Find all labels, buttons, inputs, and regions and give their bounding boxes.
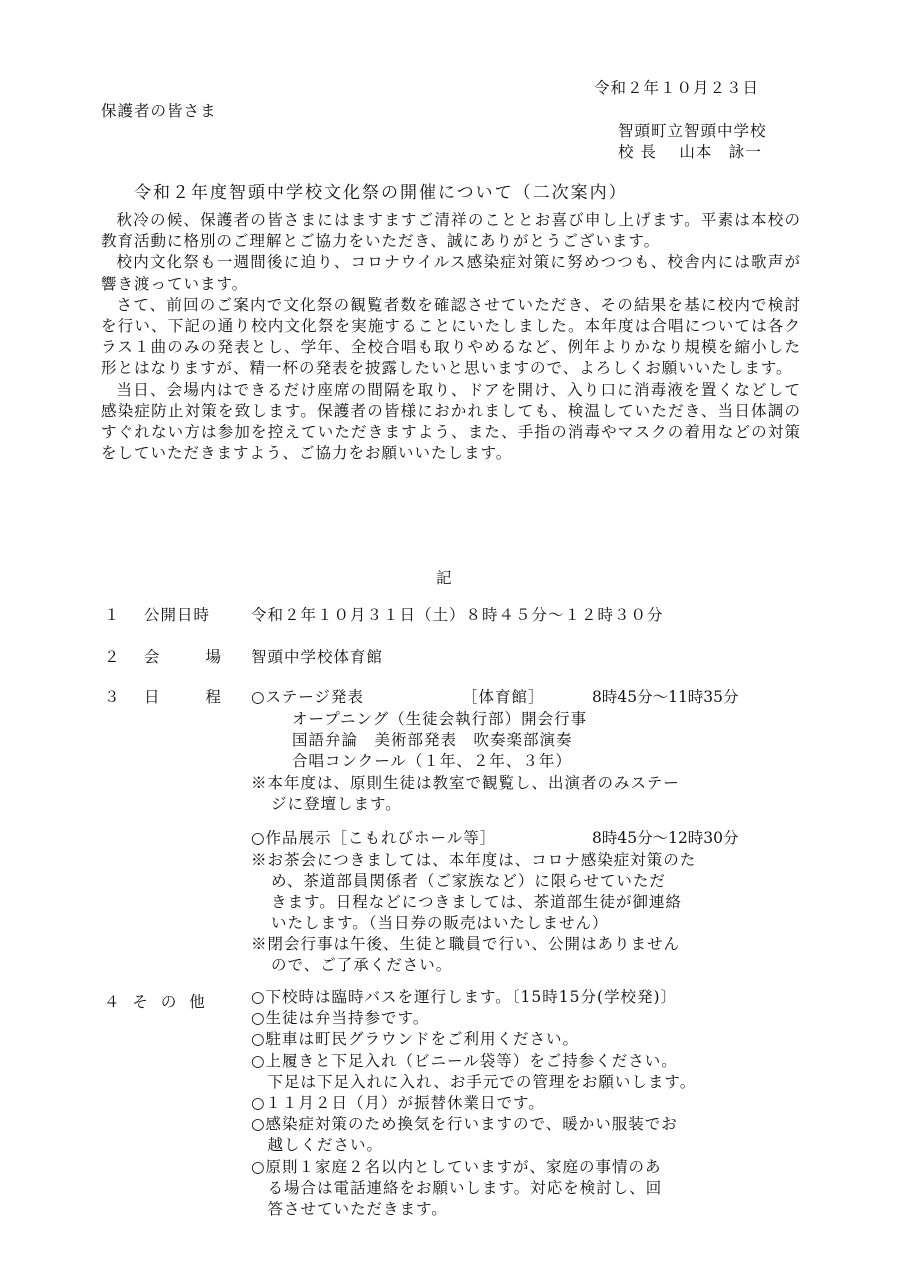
- stage-venue: ［体育館］: [462, 688, 545, 706]
- item-2-label: 会 場: [144, 648, 227, 666]
- stage-line-2: 国語弁論 美術部発表 吹奏楽部演奏: [292, 731, 573, 749]
- tea-note-line-1: ※お茶会につきましては、本年度は、コロナ感染症対策のた: [251, 851, 697, 869]
- other-line-5: 下足は下足入れに入れ、お手元での管理をお願いします。: [251, 1072, 697, 1091]
- tea-note-line-4: いたします。（当日券の販売はいたしません）: [271, 914, 609, 932]
- item-3-number: ３: [104, 688, 121, 706]
- paragraph-plan: さて、前回のご案内で文化祭の観覧者数を確認させていただき、その結果を基に校内で検討を行い、下記の通り校内文化祭を実施することにいたしました。本年度は合唱については各クラス１曲のみの発表とし、学年、全校合唱も取りやめるなど、例年よりかなり規模を縮小した形とはなりますが、精一杯の発表を披露したいと思いますので、よろしくお願いいたします。: [101, 295, 801, 378]
- other-line-10: る場合は電話連絡をお願いします。対応を検討し、回: [251, 1178, 663, 1197]
- item-4-label: ４ そ の 他: [104, 993, 209, 1011]
- stage-note-line-2: ジに登壇します。: [271, 795, 402, 813]
- issue-date: 令和２年１０月２３日: [594, 79, 760, 97]
- other-line-8: 越しください。: [251, 1136, 384, 1155]
- closing-note-line-2: ので、ご了承ください。: [271, 956, 453, 974]
- item-1-label: 公開日時: [144, 606, 211, 624]
- stage-name: ○ステージ発表: [251, 688, 364, 706]
- item-1-number: １: [104, 606, 121, 624]
- closing-note-line-1: ※閉会行事は午後、生徒と職員で行い、公開はありません: [251, 935, 681, 953]
- item-2-number: ２: [104, 648, 121, 666]
- other-line-4: ○上履きと下足入れ（ビニール袋等）をご持参ください。: [251, 1051, 678, 1070]
- other-line-1: ○下校時は臨時バスを運行します。〔15時15分(学校発)〕: [251, 988, 678, 1006]
- item-2-value: 智頭中学校体育館: [251, 648, 384, 666]
- other-line-7: ○感染症対策のため換気を行いますので、暖かい服装でお: [251, 1115, 678, 1134]
- other-line-6: ○１１月２日（月）が振替休業日です。: [251, 1094, 545, 1113]
- ki-heading: 記: [436, 569, 453, 587]
- stage-time: 8時45分～11時35分: [592, 688, 739, 706]
- tea-note-line-3: きます。日程などにつきましては、茶道部生徒が御連絡: [271, 893, 682, 911]
- item-1-value: 令和２年１０月３１日（土）８時４５分～１２時３０分: [251, 606, 664, 624]
- tea-note-line-2: め、茶道部員関係者（ご家族など）に限らせていただ: [271, 872, 666, 890]
- paragraph-festival-approach: 校内文化祭も一週間後に迫り、コロナウイルス感染症対策に努めつつも、校舎内には歌声が響き渡っています。: [101, 253, 801, 293]
- other-line-3: ○駐車は町民グラウンドをご利用ください。: [251, 1030, 580, 1049]
- school-name: 智頭町立智頭中学校: [618, 122, 767, 140]
- body-text: [101, 210, 801, 464]
- other-line-11: 答させていただきます。: [251, 1200, 448, 1219]
- exhibit-time: 8時45分～12時30分: [592, 829, 739, 847]
- stage-note-line-1: ※本年度は、原則生徒は教室で観覧し、出演者のみステー: [251, 774, 680, 792]
- paragraph-precautions: 当日、会場内はできるだけ座席の間隔を取り、ドアを開け、入り口に消毒液を置くなどして感染症防止対策を致します。保護者の皆様におかれましても、検温していただき、当日体調のすぐれない方は参加を控えていただきますよう、また、手指の消毒やマスクの着用などの対策をしていただきますよう、ご協力をお願いいたします。: [101, 380, 801, 463]
- item-3-label: 日 程: [144, 688, 227, 706]
- other-line-9: ○原則１家庭２名以内としていますが、家庭の事情のあ: [251, 1157, 662, 1176]
- stage-line-3: 合唱コンクール（１年、２年、３年）: [292, 752, 572, 770]
- paragraph-greeting: 秋冷の候、保護者の皆さまにはますますご清祥のこととお喜び申し上げます。平素は本校の教育活動に格別のご理解とご協力をいただき、誠にありがとうございます。: [101, 211, 801, 251]
- exhibit-name: ○作品展示［こもれびホール等］: [251, 829, 497, 847]
- stage-line-1: オープニング（生徒会執行部）開会行事: [292, 710, 588, 728]
- document-title: 令和２年度智頭中学校文化祭の開催について（二次案内）: [134, 183, 628, 203]
- principal-name: 校 長 山本 詠一: [618, 143, 762, 161]
- other-notes: [251, 987, 696, 1220]
- other-line-2: ○生徒は弁当持参です。: [251, 1009, 430, 1028]
- recipient: 保護者の皆さま: [101, 102, 217, 120]
